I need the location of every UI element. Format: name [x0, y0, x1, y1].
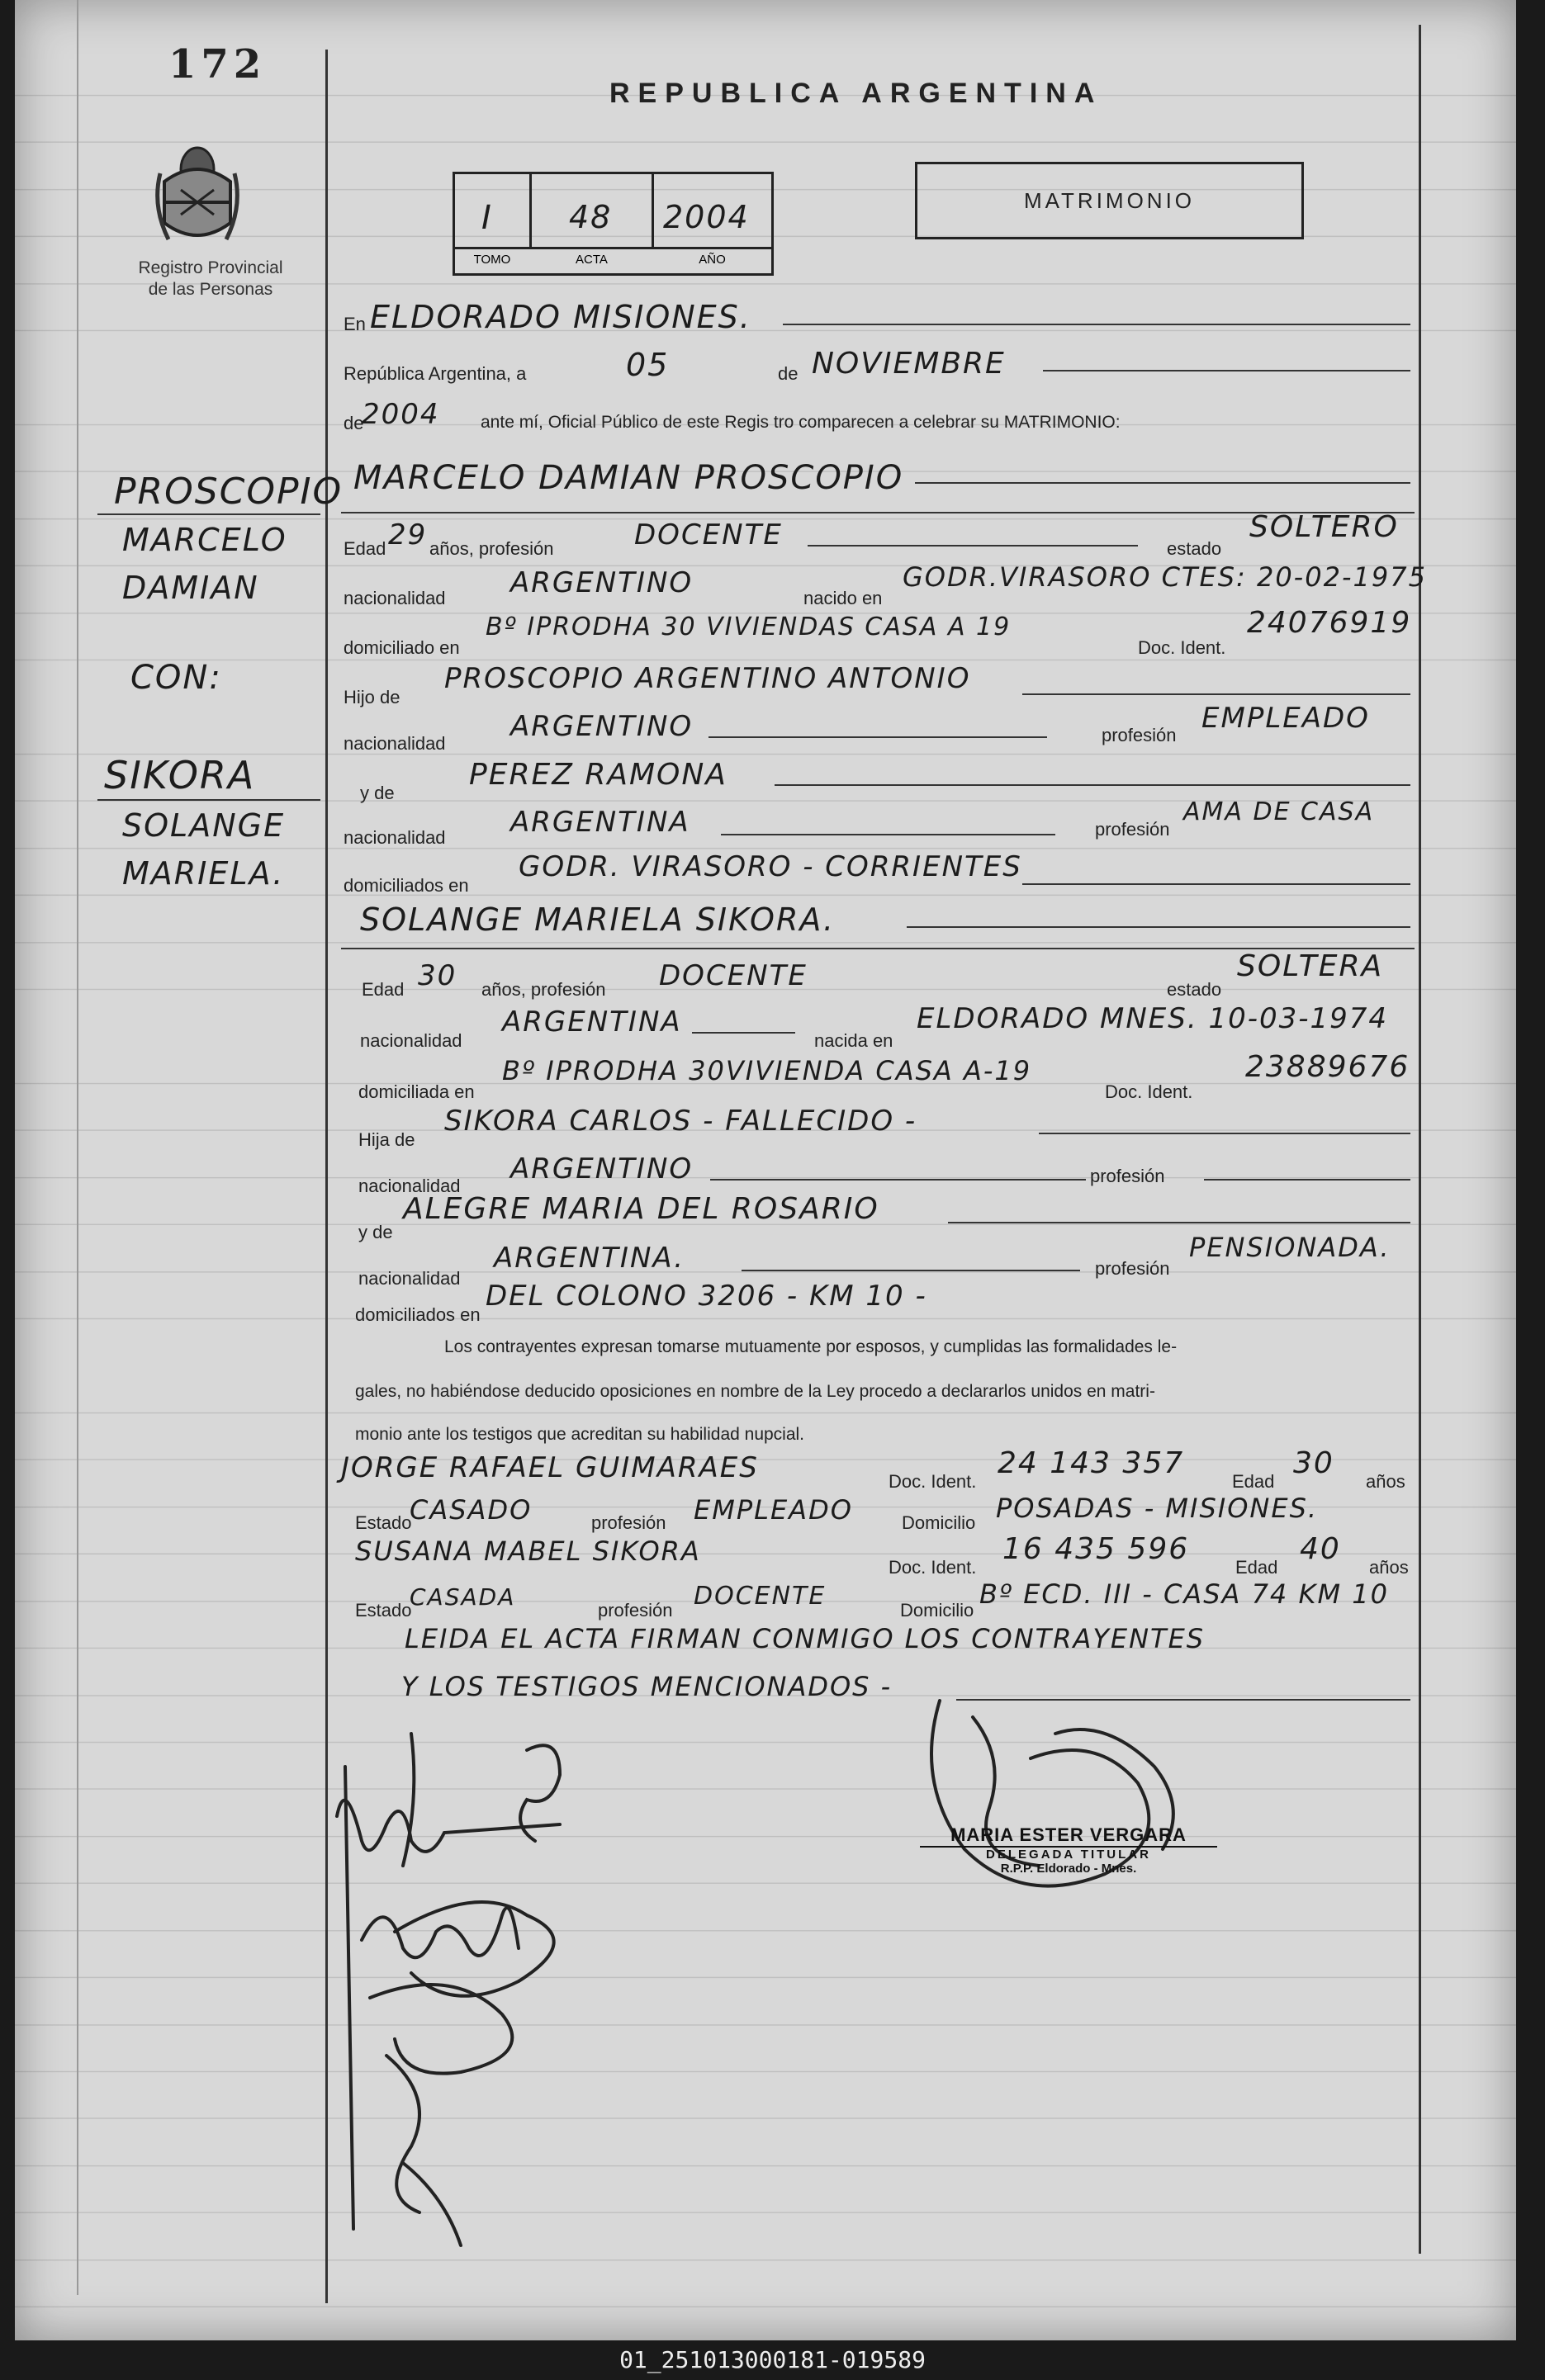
bride-age: 30 — [418, 959, 457, 992]
margin-bride-name1: SOLANGE — [122, 807, 286, 844]
groom-address: Bº IPRODHA 30 VIVIENDAS CASA A 19 — [486, 613, 1012, 641]
margin-groom-surname: PROSCOPIO — [114, 471, 344, 513]
closing-line2: Y LOS TESTIGOS MENCIONADOS - — [401, 1671, 893, 1702]
place: ELDORADO MISIONES. — [370, 299, 751, 335]
witness1-address: POSADAS - MISIONES. — [996, 1493, 1319, 1524]
margin-groom-name1: MARCELO — [122, 522, 287, 558]
groom-age: 29 — [388, 518, 428, 551]
acta-label: ACTA — [576, 253, 608, 267]
document-id-footer: 01_251013000181-019589 — [0, 2340, 1545, 2380]
signatures-left — [312, 1701, 642, 2262]
country-title: REPUBLICA ARGENTINA — [609, 78, 1103, 109]
declaration-line3: monio ante los testigos que acreditan su habilidad nupcial. — [355, 1425, 805, 1444]
bride-father: SIKORA CARLOS - FALLECIDO - — [444, 1105, 917, 1138]
bride-profession: DOCENTE — [659, 959, 808, 992]
bride-nationality: ARGENTINA — [502, 1005, 682, 1039]
ano-label: AÑO — [699, 253, 726, 267]
witness2-profession: DOCENTE — [694, 1582, 827, 1611]
witness2-doc: 16 435 596 — [1002, 1532, 1190, 1566]
act-type-box: MATRIMONIO — [915, 162, 1304, 239]
witness1-doc: 24 143 357 — [998, 1446, 1185, 1480]
signature-right — [890, 1684, 1303, 1948]
groom-father-nationality: ARGENTINO — [510, 710, 694, 743]
bride-mother: ALEGRE MARIA DEL ROSARIO — [403, 1192, 879, 1226]
witness1-age: 30 — [1293, 1446, 1334, 1480]
declaration-line2: gales, no habiéndose deducido oposiciones en nombre de la Ley procedo a declararlos unidos en matri- — [355, 1382, 1155, 1401]
closing-line1: LEIDA EL ACTA FIRMAN CONMIGO LOS CONTRAYENTES — [405, 1623, 1206, 1654]
witness1-name: JORGE RAFAEL GUIMARAES — [341, 1451, 759, 1484]
coat-of-arms-icon — [152, 124, 243, 248]
witness1-status: CASADO — [410, 1494, 533, 1526]
groom-doc: 24076919 — [1247, 606, 1412, 640]
bride-parents-address: DEL COLONO 3206 - KM 10 - — [486, 1280, 927, 1313]
bride-mother-nationality: ARGENTINA. — [494, 1242, 685, 1275]
acta-value: 48 — [569, 199, 613, 235]
bride-doc: 23889676 — [1245, 1050, 1410, 1084]
left-binding — [77, 0, 78, 2295]
margin-bride-name2: MARIELA. — [122, 855, 285, 892]
registry-name: Registro Provincial de las Personas — [138, 258, 283, 299]
declaration-line1: Los contrayentes expresan tomarse mutuamente por esposos, y cumplidas las formalidades le- — [444, 1337, 1178, 1356]
bride-birth-info: ELDORADO MNES. 10-03-1974 — [917, 1002, 1389, 1035]
groom-father-profession: EMPLEADO — [1201, 702, 1370, 735]
witness2-name: SUSANA MABEL SIKORA — [355, 1535, 701, 1567]
witness2-age: 40 — [1300, 1532, 1341, 1566]
witness2-address: Bº ECD. III - CASA 74 KM 10 — [979, 1578, 1389, 1610]
month: NOVIEMBRE — [812, 347, 1006, 381]
ano-value: 2004 — [663, 199, 750, 235]
groom-mother: PEREZ RAMONA — [469, 758, 727, 792]
page-number: 172 — [168, 41, 267, 88]
groom-full-name: MARCELO DAMIAN PROSCOPIO — [353, 459, 904, 497]
margin-connector: CON: — [130, 659, 222, 697]
groom-birth-info: GODR.VIRASORO CTES: 20-02-1975 — [903, 561, 1427, 593]
bride-address: Bº IPRODHA 30VIVIENDA CASA A-19 — [502, 1055, 1032, 1086]
witness1-profession: EMPLEADO — [694, 1494, 853, 1526]
bride-status: SOLTERA — [1237, 949, 1384, 983]
groom-status: SOLTERO — [1249, 510, 1399, 544]
margin-bride-surname: SIKORA — [104, 753, 256, 797]
bride-father-nationality: ARGENTINO — [510, 1152, 694, 1185]
groom-parents-address: GODR. VIRASORO - CORRIENTES — [519, 850, 1022, 883]
groom-profession: DOCENTE — [634, 518, 783, 551]
day: 05 — [626, 347, 670, 383]
groom-father: PROSCOPIO ARGENTINO ANTONIO — [444, 662, 971, 695]
official-stamp: MARIA ESTER VERGARA DELEGADA TITULAR R.P.P. Eldorado - Mnes. — [920, 1824, 1217, 1876]
bride-full-name: SOLANGE MARIELA SIKORA. — [360, 901, 836, 938]
tomo-label: TOMO — [473, 253, 511, 267]
groom-mother-profession: AMA DE CASA — [1183, 797, 1375, 826]
witness2-status: CASADA — [410, 1583, 516, 1611]
year: 2004 — [362, 398, 440, 431]
margin-groom-name2: DAMIAN — [122, 570, 259, 606]
intro-statement: ante mí, Oficial Público de este Regis tro comparecen a celebrar su MATRIMONIO: — [481, 413, 1121, 432]
tomo-value: I — [481, 199, 493, 237]
bride-mother-profession: PENSIONADA. — [1189, 1232, 1391, 1263]
groom-mother-nationality: ARGENTINA — [510, 806, 690, 839]
right-border — [1419, 25, 1421, 2254]
groom-nationality: ARGENTINO — [510, 566, 694, 599]
certificate-page: 172 Registro Provincial de las Personas REPUBLICA ARGENTINA I 48 2004 TOMO ACTA AÑO MATRIMONIO PROSCOPIO MARCELO DAMIAN CON: SIKORA SOLANGE MARIELA. En ELDORADO MISIONES. República Argentina, a 05 de NOVIEMBRE de 2004 ante mí, Oficial Público de este Regis tro comparecen a celebrar su MATRIMONIO: MARCELO DAMIAN PROSCOPIO Edad 29 años, profesión DOCENTE estado SOLTERO nacionalidad ARGENTINO nacido en GODR.VIRASORO CTES: 20-02-1975 domiciliado en Bº IPRODHA 30 VIVIENDAS CASA A 19 Doc. Ident. 24076919 Hijo de PROSCOPIO ARGENTINO ANTONIO nacionalidad ARGENTINO profesión EMPLEADO y de PEREZ RAMONA nacionalidad ARGENTINA profesión AMA DE CASA domiciliados en GODR. VIRASORO - CORRIENTES SOLANGE MARIELA SIKORA. Edad 30 años, profesión DOCENTE estado SOLTERA nacionalidad ARGENTINA nacida en ELDORADO MNES. 10-03-1974 domiciliada en Bº IPRODHA 30VIVIENDA CASA A-19 Doc. Ident. 23889676 Hija de SIKORA CARLOS - FALLECIDO - nacionalidad ARGENTINO profesión y de ALEGRE MARIA DEL ROSARIO nacionalidad ARGENTINA. profesión PENSIONADA. domiciliados en DEL COLONO 3206 - KM 10 - Los contrayentes expresan tomarse mutuamente por esposos, y cumplidas las formalidades le- gales, no habiéndose deducido oposiciones en nombre de la Ley procedo a declararlos unidos en matri- monio ante los testigos que acreditan su habilidad nupcial. JORGE RAFAEL GUIMARAES Doc. Ident. 24 143 357 Edad 30 años Estado CASADO profesión EMPLEADO Domicilio POSADAS - MISIONES. SUSANA MABEL SIKORA Doc. Ident. 16 435 596 Edad 40 años Estado CASADA profesión DOCENTE Domicilio Bº ECD. III - CASA 74 KM 10 LEIDA EL ACTA FIRMAN CONMIGO LOS CONTRAYENTES Y LOS TESTIGOS MENCIONADOS - MARIA ESTER VERGARA DELEGADA TITULAR R.P.P. Eldorado - Mnes. — [15, 0, 1516, 2340]
volume-box — [453, 172, 774, 276]
